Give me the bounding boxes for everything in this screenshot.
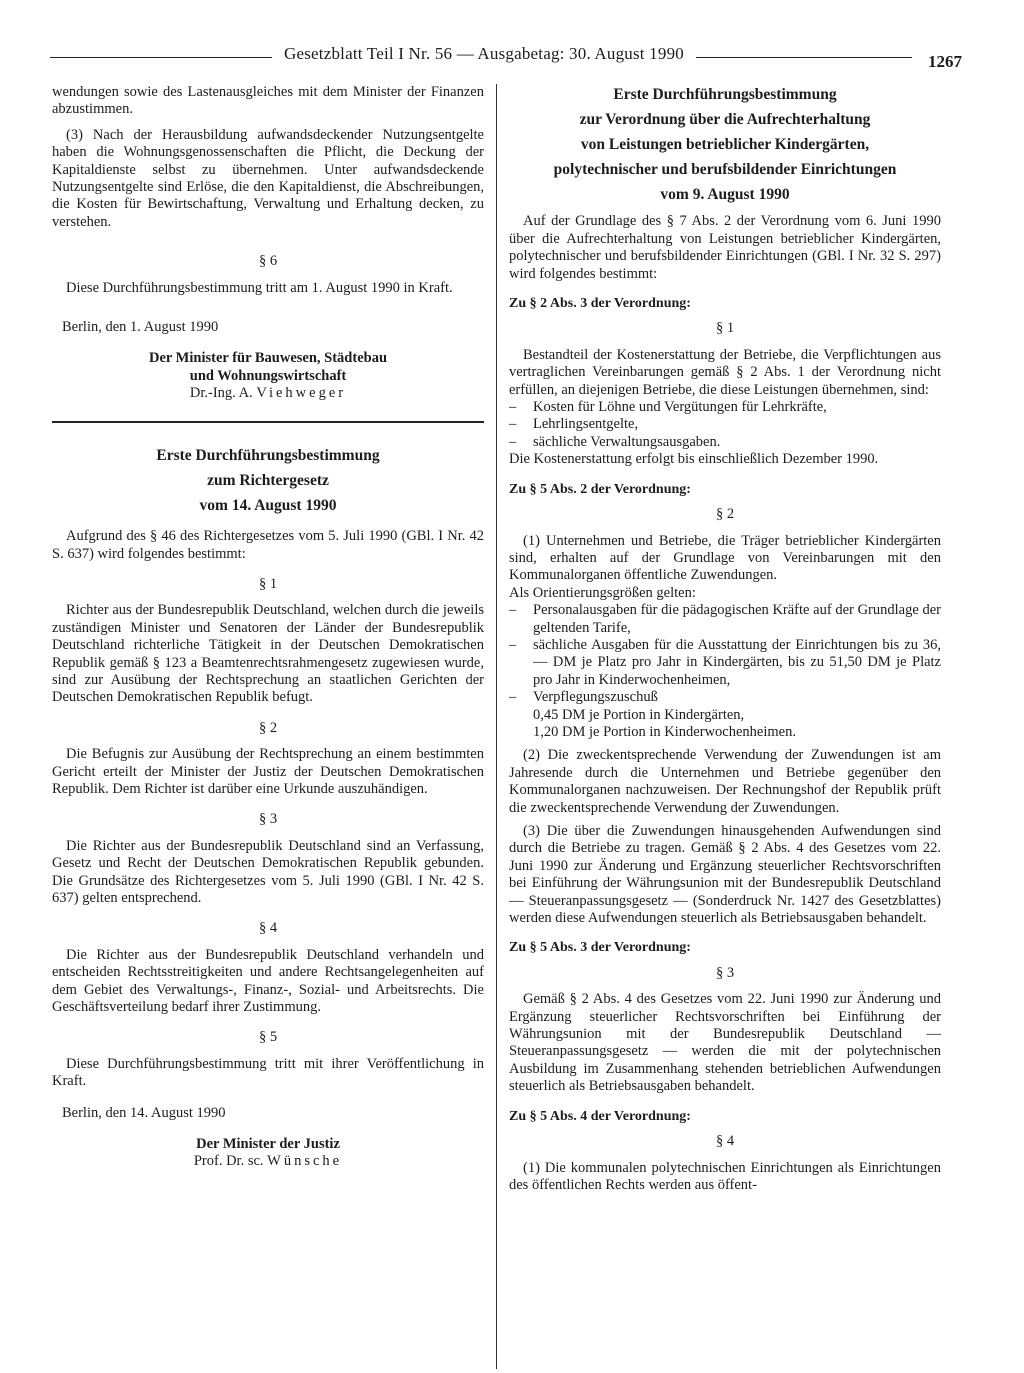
r2-paragraph-3: (3) Die über die Zuwendungen hinausgehenden Aufwendungen sind durch die Betriebe zu tragen. Gemäß § 2 Abs. 4 des Gesetzes vom 22. Juni 1990 zur Änderung und Ergänzung steuerlicher Rechtsvorschriften bei Einführung der Währungsunion mit der Bundesrepublik Deutschland — Steueranpassungsgesetz — (Sonderdruck Nr. 1427 des Gesetzblattes) werden diese Aufwendungen steuerlich als Betriebsausgaben behandelt.: [509, 823, 941, 927]
signatory-1-org-line1: Der Minister für Bauwesen, Städtebau: [148, 350, 388, 367]
dash-bullet: –: [509, 433, 517, 450]
signatory-1-surname: Viehweger: [256, 385, 347, 402]
s5-heading: § 5: [258, 1029, 278, 1046]
signatory-1-title: Dr.-Ing. A.: [189, 385, 253, 402]
subheading-2: Zu § 5 Abs. 2 der Verordnung:: [509, 481, 691, 497]
s3-heading: § 3: [258, 811, 278, 828]
header-title: Gesetzblatt Teil I Nr. 56 — Ausgabetag: 30. August 1990: [272, 44, 696, 64]
doc3-date: vom 9. August 1990: [660, 186, 790, 203]
place-date-2: Berlin, den 14. August 1990: [62, 1104, 226, 1121]
s4-text: Die Richter aus der Bundesrepublik Deutschland verhandeln und entscheiden Rechtsstreitigkeiten und andere Rechtsangelegenheiten auf dem Gebiet des Verwaltungs-, Finanz-, Sozial- und Arbeitsrechts. Die Geschäftsverteilung bedarf ihrer Zustimmung.: [52, 946, 484, 1016]
section-6-heading: § 6: [258, 253, 278, 270]
list-item-text: sächliche Verwaltungsausgaben.: [533, 433, 721, 450]
list-item-text: Verpflegungszuschuß: [533, 689, 658, 706]
list-item: [509, 399, 941, 416]
r2-orientation: Als Orientierungsgrößen gelten:: [509, 584, 696, 601]
doc3-title-line1: Erste Durchführungsbestimmung: [613, 86, 837, 103]
dash-bullet: –: [509, 399, 517, 416]
signatory-2-surname: Wünsche: [267, 1153, 343, 1170]
subheading-1: Zu § 2 Abs. 3 der Verordnung:: [509, 296, 691, 312]
r4-heading: § 4: [715, 1133, 735, 1150]
right-column: [509, 84, 941, 1194]
continued-paragraph: wendungen sowie des Lastenausgleiches mit dem Minister der Finanzen abzustimmen.: [52, 84, 484, 118]
section-divider: [52, 421, 484, 423]
doc3-intro: Auf der Grundlage des § 7 Abs. 2 der Verordnung vom 6. Juni 1990 über die Aufrechterhaltung von Leistungen betrieblicher Kindergärten, polytechnischer und berufsbildender Einrichtungen (GBl. I Nr. 32 S. 297) wird folgendes bestimmt:: [509, 213, 941, 282]
doc2-date: vom 14. August 1990: [199, 496, 337, 514]
list-item: [509, 416, 941, 433]
r2-rate-wochenheim: 1,20 DM je Portion in Kinderwochenheimen.: [533, 723, 796, 740]
r3-heading: § 3: [715, 964, 735, 981]
s2-heading: § 2: [258, 719, 278, 736]
doc3-title-line4: polytechnischer und berufsbildender Einrichtungen: [553, 161, 897, 178]
paragraph-3: (3) Nach der Herausbildung aufwandsdeckender Nutzungsentgelte haben die Wohnungsgenossenschaften die Pflicht, die Deckung der Kapitaldienste selbst zu übernehmen. Unter aufwandsdeckende Nutzungsentgelte sind Erlöse, die den Kapitaldienst, die Abschreibungen, die Kosten für Bewirtschaftung, Verwaltung und Erhaltung decken, zu verstehen.: [52, 126, 484, 230]
r2-heading: § 2: [715, 506, 735, 523]
page-number: 1267: [928, 52, 962, 71]
s1-heading: § 1: [258, 575, 278, 592]
list-item: [509, 434, 941, 451]
dash-bullet: –: [509, 689, 517, 706]
signatory-2-org: Der Minister der Justiz: [196, 1136, 340, 1153]
dash-bullet: –: [509, 636, 517, 653]
s4-heading: § 4: [258, 920, 278, 937]
doc2-intro: Aufgrund des § 46 des Richtergesetzes vom 5. Juli 1990 (GBl. I Nr. 42 S. 637) wird folgendes bestimmt:: [52, 528, 484, 562]
list-item: [509, 602, 941, 637]
s3-text: Die Richter aus der Bundesrepublik Deutschland sind an Verfassung, Gesetz und Recht der Deutschen Demokratischen Republik gebunden. Die Grundsätze des Richtergesetzes vom 5. Juli 1990 (GBl. I Nr. 42 S. 637) gelten entsprechend.: [52, 837, 484, 906]
signatory-2-title: Prof. Dr. sc.: [193, 1153, 264, 1170]
r4-text: (1) Die kommunalen polytechnischen Einrichtungen als Einrichtungen des öffentlichen Rechts werden aus öffent-: [509, 1159, 941, 1193]
signatory-2-name: [52, 1153, 484, 1170]
list-item: [509, 637, 941, 689]
subheading-4: Zu § 5 Abs. 4 der Verordnung:: [509, 1108, 691, 1124]
subheading-3: Zu § 5 Abs. 3 der Verordnung:: [509, 940, 691, 956]
left-column: [52, 84, 484, 1185]
doc3-title-line2: zur Verordnung über die Aufrechterhaltung: [579, 111, 871, 128]
signatory-1-org-line2: und Wohnungswirtschaft: [189, 367, 347, 384]
doc2-title-line1: Erste Durchführungsbestimmung: [156, 446, 380, 464]
list-item-text: Personalausgaben für die pädagogischen Kräfte auf der Grundlage der geltenden Tarife,: [533, 602, 941, 636]
page-header: [50, 38, 962, 78]
s5-text: Diese Durchführungsbestimmung tritt mit ihrer Veröffentlichung in Kraft.: [52, 1055, 484, 1090]
dash-bullet: –: [509, 602, 517, 619]
r1-heading: § 1: [715, 320, 735, 337]
doc3-title-line3: von Leistungen betrieblicher Kindergärten,: [580, 136, 870, 153]
r3-text: Gemäß § 2 Abs. 4 des Gesetzes vom 22. Juni 1990 zur Änderung und Ergänzung steuerlicher Rechtsvorschriften bei Einführung der Währungsunion mit der Bundesrepublik Deutschland — Steueranpassungsgesetz — werden die mit der polytechnischen Ausbildung im Zusammenhang stehenden betrieblichen Aufwendungen steuerlich als Betriebsausgaben behandelt.: [509, 991, 941, 1095]
dash-bullet: –: [509, 416, 517, 433]
r2-paragraph-1: (1) Unternehmen und Betriebe, die Träger betrieblicher Kindergärten sind, erhalten auf der Grundlage von Vereinbarungen mit den Kommunalorganen öffentliche Zuwendungen.: [509, 532, 941, 584]
s2-text: Die Befugnis zur Ausübung der Rechtsprechung an einem bestimmten Gericht erteilt der Minister der Justiz der Deutschen Demokratischen Republik. Dem Richter ist darüber eine Urkunde auszuhändigen.: [52, 746, 484, 797]
list-item: [509, 689, 941, 706]
s1-text: Richter aus der Bundesrepublik Deutschland, welchen durch die jeweils zuständigen Minister und Senatoren der Länder der Bundesrepublik Deutschland richterliche Tätigkeit in der Deutschen Demokratischen Republik gemäß § 123 a Beamtenrechtsrahmengesetz zugewiesen wurde, sind zur Ausübung der Rechtsprechung an staatlichen Gerichten der Deutschen Demokratischen Republik befugt.: [52, 602, 484, 706]
r1-text: Bestandteil der Kostenerstattung der Betriebe, die Verpflichtungen aus vertraglichen Vereinbarungen gemäß § 2 Abs. 1 der Verordnung nicht erfüllen, an diejenigen Betriebe, die diese Leistungen übernehmen, sind:: [509, 346, 941, 398]
signatory-1-name: [52, 385, 484, 402]
place-date-1: Berlin, den 1. August 1990: [62, 319, 219, 336]
section-6-text: Diese Durchführungsbestimmung tritt am 1. August 1990 in Kraft.: [66, 279, 453, 296]
r2-rate-kindergarten: 0,45 DM je Portion in Kindergärten,: [533, 706, 745, 723]
list-item-text: Kosten für Löhne und Vergütungen für Lehrkräfte,: [533, 399, 827, 416]
column-divider: [496, 84, 497, 1369]
list-item-text: Lehrlingsentgelte,: [533, 416, 639, 433]
list-item-text: sächliche Ausgaben für die Ausstattung der Einrichtungen bis zu 36,— DM je Platz pro Jahr in Kindergärten, bis zu 51,50 DM je Platz pro Jahr in Kinderwochenheimen,: [533, 636, 941, 688]
r2-paragraph-2: (2) Die zweckentsprechende Verwendung der Zuwendungen ist am Jahresende durch die Unternehmen und Betriebe gegenüber den Kommunalorganen nachzuweisen. Der Rechnungshof der Republik prüft die zweckentsprechende Verwendung der Zuwendungen.: [509, 747, 941, 816]
doc2-title-line2: zum Richtergesetz: [207, 471, 329, 489]
r1-closing: Die Kostenerstattung erfolgt bis einschließlich Dezember 1990.: [509, 451, 879, 468]
